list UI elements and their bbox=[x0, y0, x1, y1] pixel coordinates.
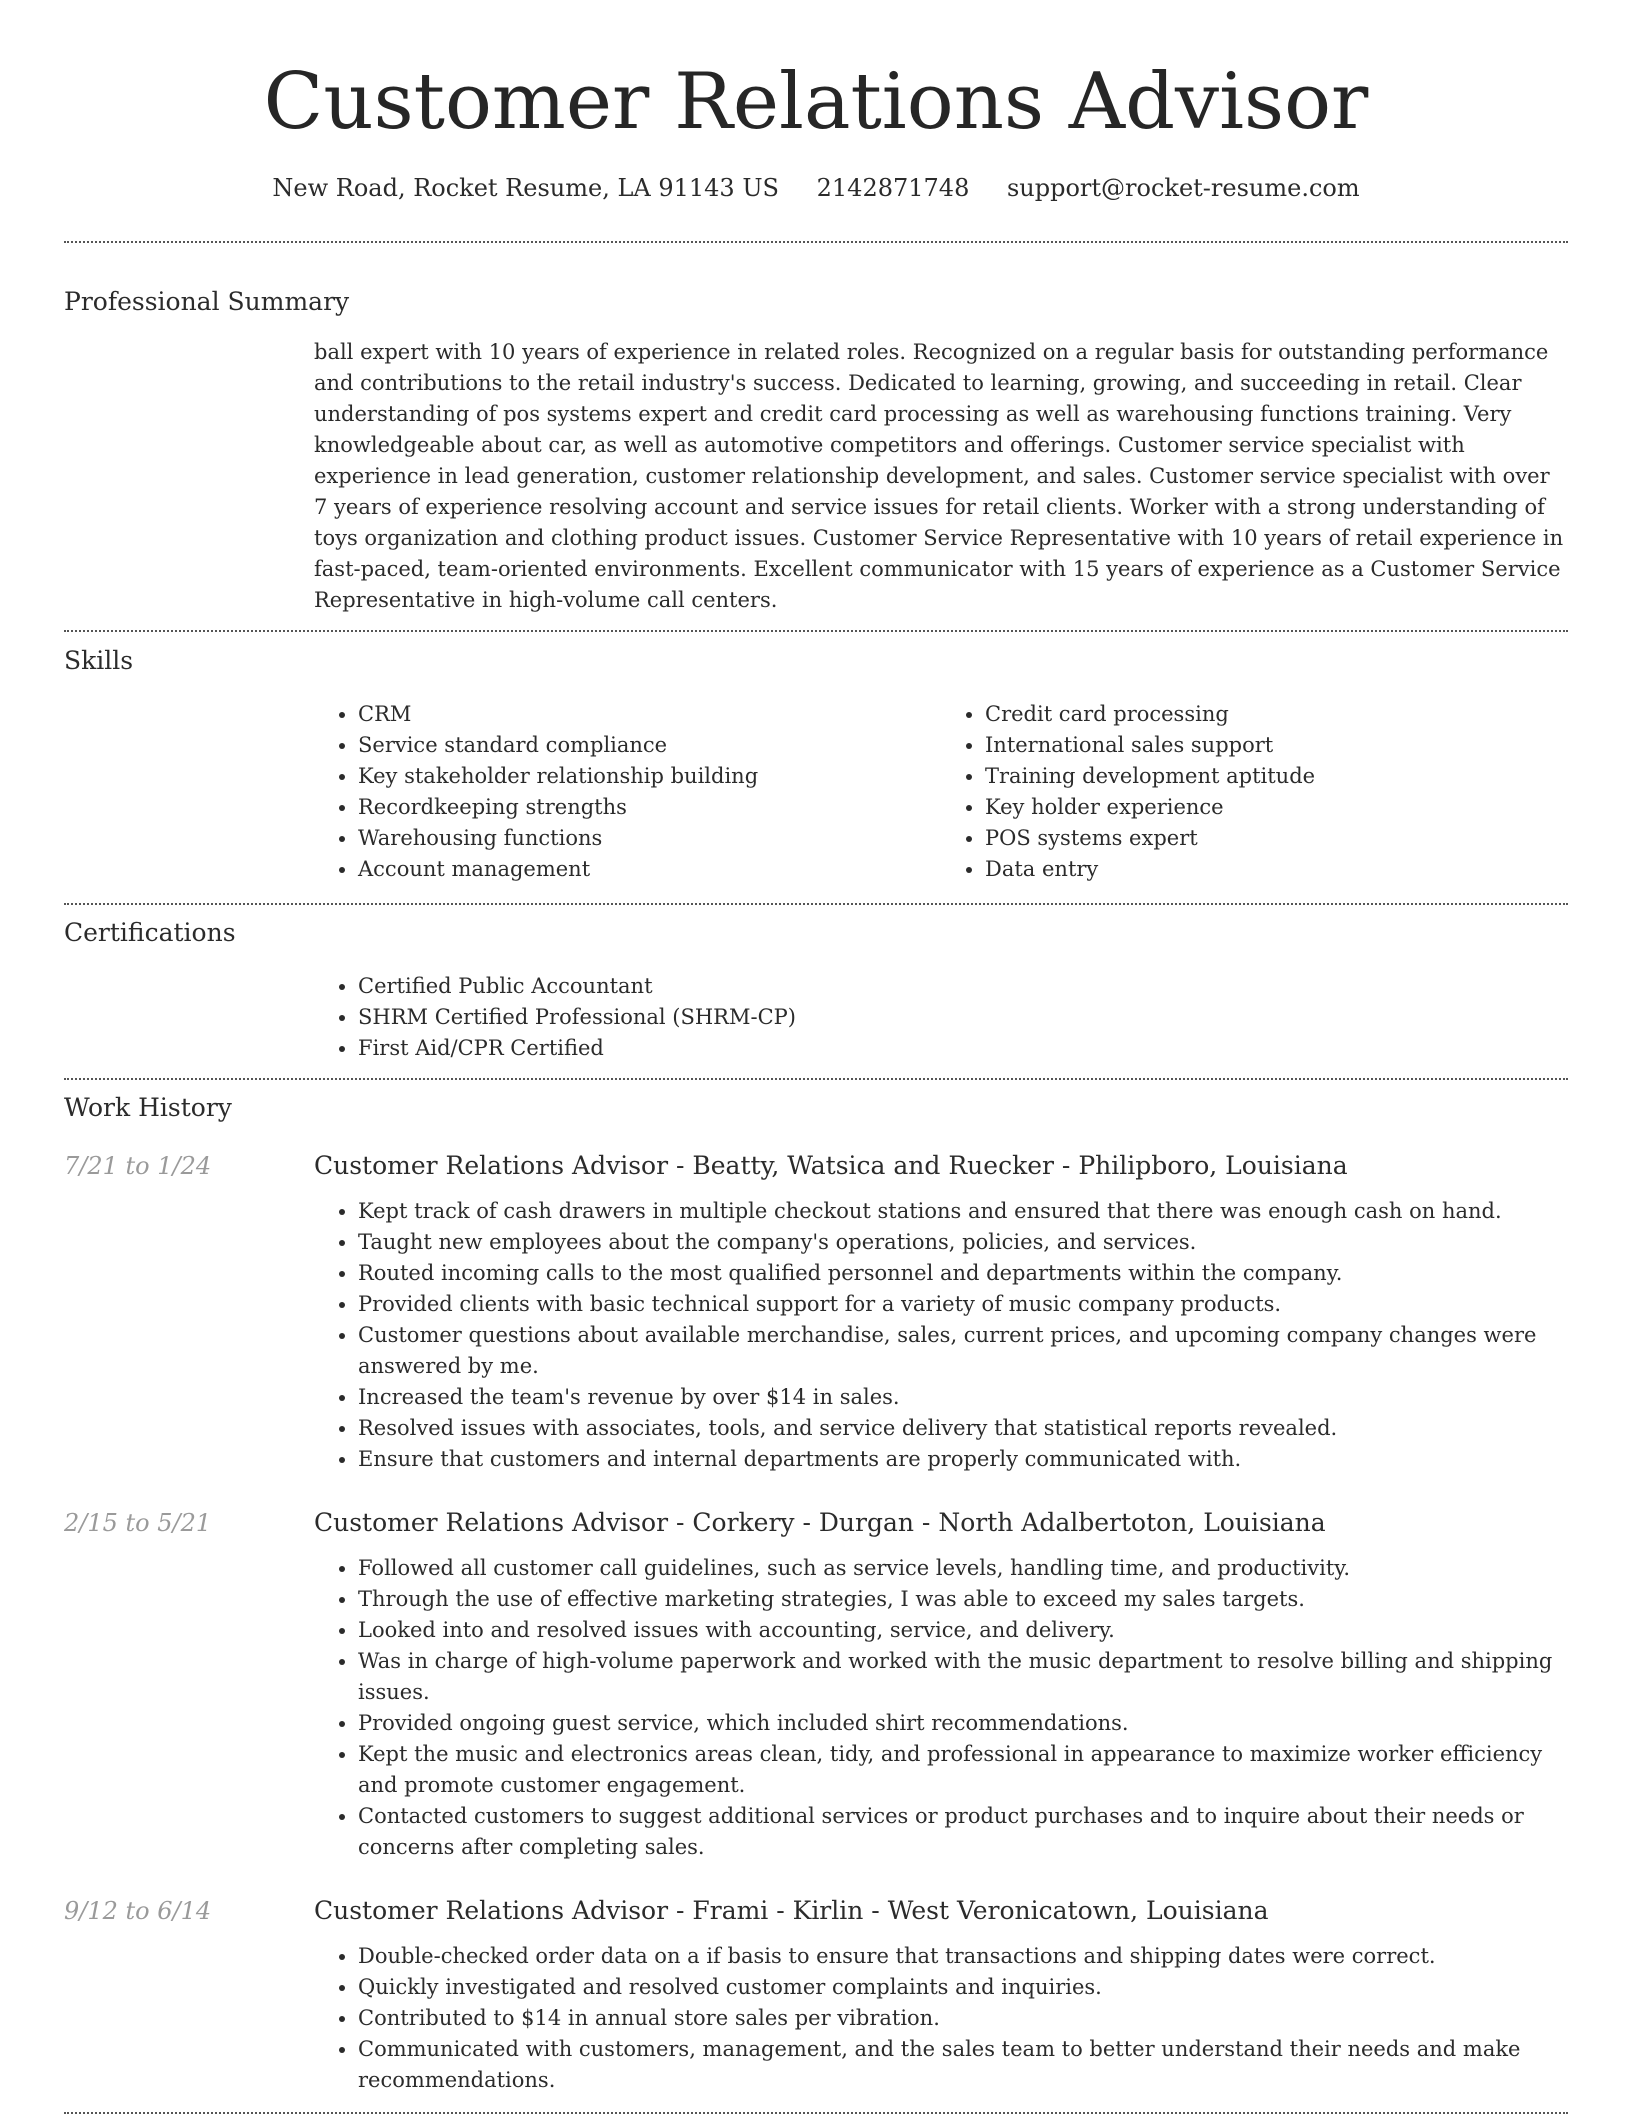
skills-list bbox=[314, 699, 1568, 885]
list-item: • Looked into and resolved issues with accounting, service, and delivery. bbox=[358, 1615, 1568, 1646]
list-item: • Provided clients with basic technical support for a variety of music company products. bbox=[358, 1289, 1568, 1320]
list-item: • International sales support bbox=[985, 730, 1524, 761]
job-title: Customer Relations Advisor - Beatty, Watsica and Ruecker - Philipboro, Louisiana bbox=[314, 1151, 1348, 1180]
job-title: Customer Relations Advisor - Frami - Kirlin - West Veronicatown, Louisiana bbox=[314, 1896, 1269, 1925]
list-item: • Key stakeholder relationship building bbox=[358, 761, 897, 792]
job-entry bbox=[64, 1895, 1568, 2096]
job-entry bbox=[64, 1150, 1568, 1475]
list-item: • Provided ongoing guest service, which included shirt recommendations. bbox=[358, 1708, 1568, 1739]
list-item: • Double-checked order data on a if basis to ensure that transactions and shipping dates were correct. bbox=[358, 1941, 1568, 1972]
section-title-skills: Skills bbox=[64, 646, 134, 675]
list-item: • Warehousing functions bbox=[358, 823, 897, 854]
list-item: • Quickly investigated and resolved customer complaints and inquiries. bbox=[358, 1972, 1568, 2003]
list-item: • POS systems expert bbox=[985, 823, 1524, 854]
list-item: • Resolved issues with associates, tools, and service delivery that statistical reports revealed. bbox=[358, 1413, 1568, 1444]
list-item: • Contacted customers to suggest additional services or product purchases and to inquire about their needs or concerns after completing sales. bbox=[358, 1801, 1568, 1863]
skills-column-left bbox=[314, 699, 897, 885]
list-item: • Data entry bbox=[985, 854, 1524, 885]
section-title-summary: Professional Summary bbox=[64, 287, 350, 316]
summary-section bbox=[64, 286, 1568, 616]
list-item: • Routed incoming calls to the most qualified personnel and departments within the company. bbox=[358, 1258, 1568, 1289]
certifications-section bbox=[64, 917, 1568, 1064]
list-item: • Certified Public Accountant bbox=[358, 971, 1568, 1002]
divider bbox=[64, 241, 1568, 243]
list-item: • Contributed to $14 in annual store sales per vibration. bbox=[358, 2003, 1568, 2034]
list-item: • Was in charge of high-volume paperwork and worked with the music department to resolve billing and shipping issues. bbox=[358, 1646, 1568, 1708]
list-item: • Kept track of cash drawers in multiple checkout stations and ensured that there was enough cash on hand. bbox=[358, 1196, 1568, 1227]
list-item: • Customer questions about available merchandise, sales, current prices, and upcoming company changes were answered by me. bbox=[358, 1320, 1568, 1382]
job-entry bbox=[64, 1507, 1568, 1863]
job-title: Customer Relations Advisor - Corkery - Durgan - North Adalbertoton, Louisiana bbox=[314, 1508, 1326, 1537]
divider bbox=[64, 903, 1568, 905]
certifications-list bbox=[314, 971, 1568, 1064]
list-item: • Service standard compliance bbox=[358, 730, 897, 761]
job-dates: 9/12 to 6/14 bbox=[64, 1897, 212, 1925]
job-bullets bbox=[314, 1941, 1568, 2096]
page-title: Customer Relations Advisor bbox=[263, 57, 1369, 147]
phone: 2142871748 bbox=[816, 174, 970, 202]
divider bbox=[64, 630, 1568, 632]
job-bullets bbox=[314, 1196, 1568, 1475]
list-item: • Followed all customer call guidelines, such as service levels, handling time, and productivity. bbox=[358, 1553, 1568, 1584]
list-item: • Recordkeeping strengths bbox=[358, 792, 897, 823]
list-item: • Training development aptitude bbox=[985, 761, 1524, 792]
list-item: • Ensure that customers and internal departments are properly communicated with. bbox=[358, 1444, 1568, 1475]
summary-text: ball expert with 10 years of experience in related roles. Recognized on a regular basis for outstanding performance and contributions to the retail industry's success. Dedicated to learning, growing, and succeeding in retail. Clear understanding of pos systems expert and credit card processing as well as warehousing functions training. Very knowledgeable about car, as well as automotive competitors and offerings. Customer service specialist with experience in lead generation, customer relationship development, and sales. Customer service specialist with over 7 years of experience resolving account and service issues for retail clients. Worker with a strong understanding of toys organization and clothing product issues. Customer Service Representative with 10 years of retail experience in fast-paced, team-oriented environments. Excellent communicator with 15 years of experience as a Customer Service Representative in high-volume call centers. bbox=[314, 340, 1564, 612]
list-item: • CRM bbox=[358, 699, 897, 730]
list-item: • First Aid/CPR Certified bbox=[358, 1033, 1568, 1064]
list-item: • Key holder experience bbox=[985, 792, 1524, 823]
list-item: • Communicated with customers, management, and the sales team to better understand their needs and make recommendations. bbox=[358, 2034, 1568, 2096]
divider bbox=[64, 1078, 1568, 1080]
skills-column-right bbox=[941, 699, 1524, 885]
list-item: • Through the use of effective marketing strategies, I was able to exceed my sales targets. bbox=[358, 1584, 1568, 1615]
work-section bbox=[64, 1092, 1568, 2096]
contact-line bbox=[64, 172, 1568, 204]
job-dates: 7/21 to 1/24 bbox=[64, 1152, 212, 1180]
address: New Road, Rocket Resume, LA 91143 US bbox=[272, 174, 779, 202]
skills-section bbox=[64, 645, 1568, 885]
list-item: • Account management bbox=[358, 854, 897, 885]
list-item: • Increased the team's revenue by over $14 in sales. bbox=[358, 1382, 1568, 1413]
job-bullets bbox=[314, 1553, 1568, 1863]
job-dates: 2/15 to 5/21 bbox=[64, 1509, 212, 1537]
list-item: • Kept the music and electronics areas clean, tidy, and professional in appearance to maximize worker efficiency and promote customer engagement. bbox=[358, 1739, 1568, 1801]
list-item: • Credit card processing bbox=[985, 699, 1524, 730]
section-title-certifications: Certifications bbox=[64, 918, 236, 947]
section-title-work: Work History bbox=[64, 1093, 232, 1122]
resume-page bbox=[64, 0, 1568, 2114]
list-item: • SHRM Certified Professional (SHRM-CP) bbox=[358, 1002, 1568, 1033]
list-item: • Taught new employees about the company's operations, policies, and services. bbox=[358, 1227, 1568, 1258]
email: support@rocket-resume.com bbox=[1006, 174, 1360, 202]
